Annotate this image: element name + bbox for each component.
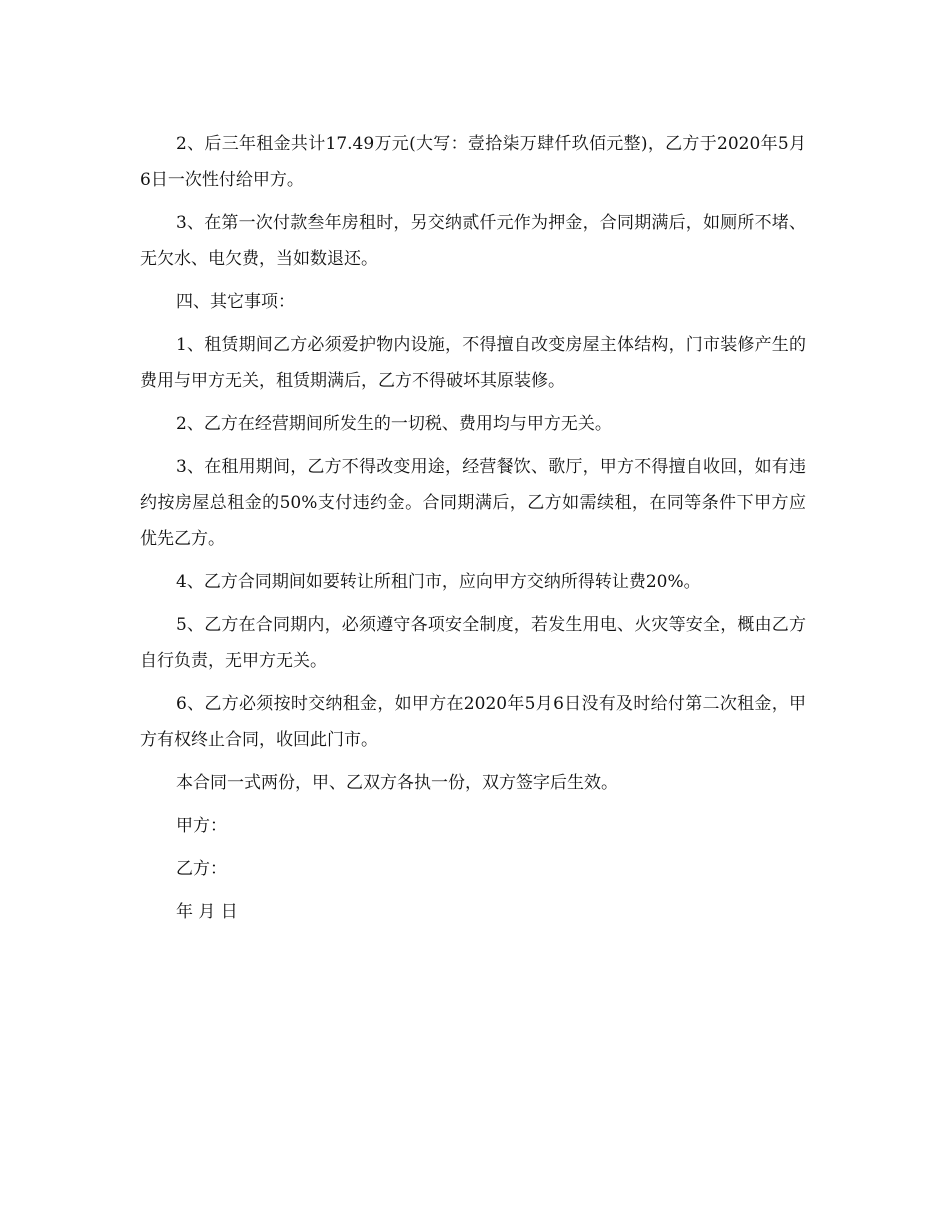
paragraph-deposit: 3、在第一次付款叁年房租时，另交纳贰仟元作为押金，合同期满后，如厕所不堵、无欠水、电欠费，当如数退还。 <box>140 213 806 269</box>
paragraph-copies: 本合同一式两份，甲、乙双方各执一份，双方签字后生效。 <box>176 773 618 793</box>
paragraph-usage-breach: 3、在租用期间，乙方不得改变用途，经营餐饮、歌厅，甲方不得擅自收回，如有违约按房屋总租金的50%支付违约金。合同期满后，乙方如需续租，在同等条件下甲方应优先乙方。 <box>140 457 806 549</box>
paragraph-rent-second-term: 2、后三年租金共计17.49万元(大写：壹拾柒万肆仟玖佰元整)，乙方于2020年5月6日一次性付给甲方。 <box>140 134 806 190</box>
paragraph-rent-payment: 6、乙方必须按时交纳租金，如甲方在2020年5月6日没有及时给付第二次租金，甲方有权终止合同，收回此门市。 <box>140 694 806 750</box>
paragraph-transfer-fee: 4、乙方合同期间如要转让所租门市，应向甲方交纳所得转让费20%。 <box>176 572 701 592</box>
paragraph-taxes-fees: 2、乙方在经营期间所发生的一切税、费用均与甲方无关。 <box>176 414 612 434</box>
section-heading-other-matters: 四、其它事项： <box>176 292 295 312</box>
signature-date: 年 月 日 <box>176 902 238 922</box>
signature-party-a: 甲方： <box>176 816 227 836</box>
document-page <box>140 126 806 937</box>
paragraph-facility-care: 1、租赁期间乙方必须爱护物内设施，不得擅自改变房屋主体结构，门市装修产生的费用与甲方无关，租赁期满后，乙方不得破坏其原装修。 <box>140 335 806 391</box>
signature-party-b: 乙方： <box>176 859 227 879</box>
paragraph-safety: 5、乙方在合同期内，必须遵守各项安全制度，若发生用电、火灾等安全，概由乙方自行负责，无甲方无关。 <box>140 615 806 671</box>
